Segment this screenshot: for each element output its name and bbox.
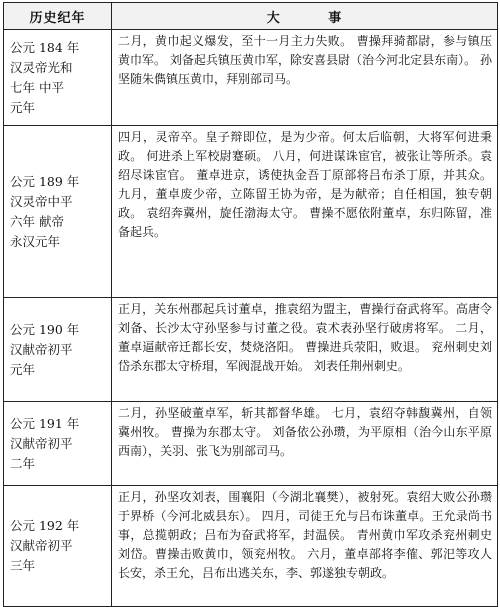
table-row [4,402,498,486]
year-cell [4,30,112,126]
table-row [4,298,498,402]
year-line: 公元 192 年 [10,518,80,533]
year-cell [4,298,112,402]
year-line: 二年 [10,455,36,471]
events-cell: 四月，灵帝卒。皇子辩即位，是为少帝。何太后临朝，大将军何进秉政。 何进杀上军校尉蹇硕。 八月，何进谋诛宦官，被张让等所杀。袁绍尽诛宦官。 董卓进京，诱使执金吾丁原部将吕布杀丁原，并其众。 九月，董卓废少帝，立陈留王协为帝，是为献帝；自任相国，独专朝政。 袁绍奔冀州，旋任渤海太守。 曹操不愿依附董卓，东归陈留，准备起兵。 [112,126,498,298]
year-line: 汉灵帝中平 [10,193,73,209]
events-cell: 二月，黄巾起义爆发，至十一月主力失败。 曹操拜骑都尉，参与镇压黄巾军。 刘备起兵镇压黄巾军，除安喜县尉（治今河北定县东南）。 孙坚随朱儁镇压黄巾，拜别部司马。 [112,30,498,126]
year-line: 汉献帝初平 [10,341,73,357]
year-line: 公元 189 年 [10,173,80,189]
table-row [4,126,498,298]
year-cell [4,486,112,607]
year-line: 公元 184 年 [10,39,80,55]
header-year: 历史纪年 [4,3,112,30]
year-line: 汉献帝初平 [10,538,73,553]
year-line: 公元 190 年 [10,321,80,337]
year-line: 汉献帝初平 [10,435,73,451]
year-line: 三年 [10,558,36,573]
year-line: 公元 191 年 [10,415,80,431]
year-line: 元年 [10,99,36,115]
header-events: 大 事 [112,3,498,30]
year-line: 七年 中平 [10,79,64,95]
year-line: 永汉元年 [10,233,61,249]
year-line: 六年 献帝 [10,213,64,229]
events-cell: 二月，孙坚破董卓军，斩其都督华雄。 七月，袁绍夺韩馥冀州，自领冀州牧。 曹操为东郡太守。 刘备依公孙瓒，为平原相（治今山东平原西南），关羽、张飞为别部司马。 [112,402,498,486]
year-cell [4,126,112,298]
year-line: 汉灵帝光和 [10,59,73,75]
year-line: 元年 [10,361,36,377]
table-header-row [4,3,498,30]
year-cell [4,402,112,486]
events-cell: 正月，关东州郡起兵讨董卓，推袁绍为盟主，曹操行奋武将军。高唐令刘备、长沙太守孙坚参与讨董之役。袁术表孙坚行破虏将军。 二月，董卓逼献帝迁都长安，焚烧洛阳。 曹操进兵荥阳，败退。 兖州刺史刘岱杀东郡太守桥瑁，军阀混战开始。 刘表任荆州刺史。 [112,298,498,402]
chronology-table [3,2,498,607]
events-cell: 正月，孙坚攻刘表，围襄阳（今湖北襄樊），被射死。袁绍大败公孙瓒于界桥（今河北威县东）。 四月，司徒王允与吕布诛董卓。王允录尚书事，总揽朝政；吕布为奋武将军，封温侯。 青州黄巾军攻杀兖州刺史刘岱。曹操击败黄巾，领兖州牧。 六月，董卓部将李傕、郭汜等攻人长安，杀王允，吕布出逃关东，李、郭遂独专朝政。 [112,486,498,607]
table-row [4,30,498,126]
table-row [4,486,498,607]
